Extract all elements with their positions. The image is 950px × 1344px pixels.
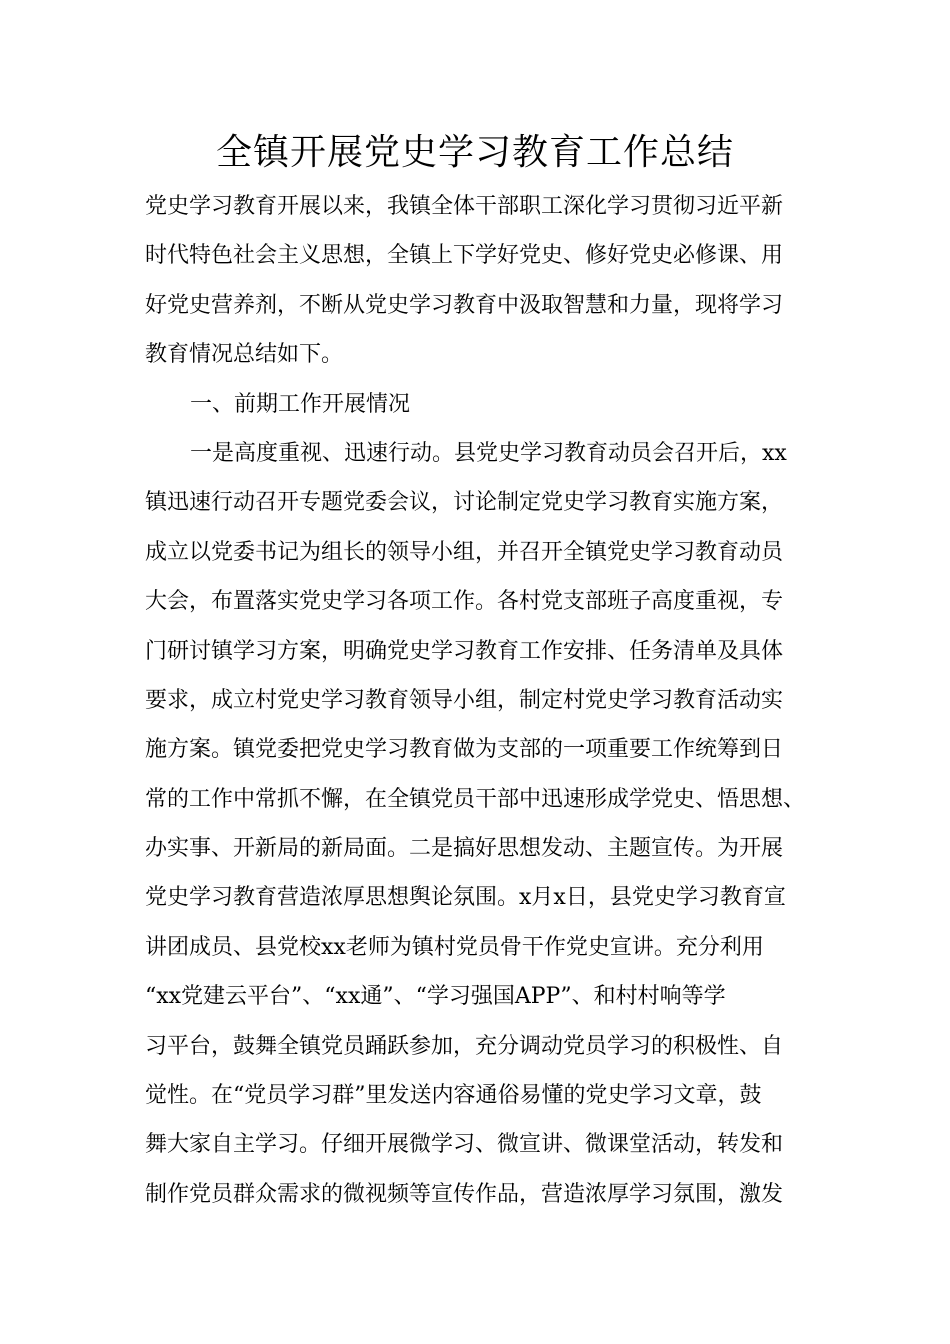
body-line: 施方案。镇党委把党史学习教育做为支部的一项重要工作统筹到日 — [145, 737, 784, 763]
body-line: 成立以党委书记为组长的领导小组，并召开全镇党史学习教育动员 — [145, 539, 784, 565]
body-line: 讲团成员、县党校xx老师为镇村党员骨干作党史宣讲。充分利用 — [145, 934, 764, 960]
body-line: 时代特色社会主义思想，全镇上下学好党史、修好党史必修课、用 — [145, 243, 784, 269]
body-line: 一是高度重视、迅速行动。县党史学习教育动员会召开后，xx — [190, 440, 787, 466]
body-line: 党史学习教育营造浓厚思想舆论氛围。x月x日，县党史学习教育宣 — [145, 885, 786, 911]
body-line: 觉性。在“党员学习群”里发送内容通俗易懂的党史学习文章，鼓 — [145, 1083, 762, 1109]
section-heading: 一、前期工作开展情况 — [190, 391, 411, 417]
body-line: 门研讨镇学习方案，明确党史学习教育工作安排、任务清单及具体 — [145, 638, 784, 664]
body-line: 习平台，鼓舞全镇党员踊跃参加，充分调动党员学习的积极性、自 — [145, 1033, 784, 1059]
body-line: 办实事、开新局的新局面。二是搞好思想发动、主题宣传。为开展 — [145, 836, 784, 862]
document-title: 全镇开展党史学习教育工作总结 — [215, 132, 734, 173]
body-line: 常的工作中常抓不懈，在全镇党员干部中迅速形成学党史、悟思想、 — [145, 786, 806, 812]
body-line: 镇迅速行动召开专题党委会议，讨论制定党史学习教育实施方案， — [145, 490, 784, 516]
body-line: 好党史营养剂，不断从党史学习教育中汲取智慧和力量，现将学习 — [145, 292, 784, 318]
body-line: 舞大家自主学习。仔细开展微学习、微宣讲、微课堂活动，转发和 — [145, 1132, 784, 1158]
body-line: 党史学习教育开展以来，我镇全体干部职工深化学习贯彻习近平新 — [145, 194, 784, 219]
body-line: 教育情况总结如下。 — [145, 342, 344, 368]
body-line: 要求，成立村党史学习教育领导小组，制定村党史学习教育活动实 — [145, 687, 784, 713]
body-line: “xx党建云平台”、“xx通”、“学习强国APP”、和村村响等学 — [145, 984, 726, 1010]
body-line: 制作党员群众需求的微视频等宣传作品，营造浓厚学习氛围，激发 — [145, 1181, 784, 1207]
body-line: 大会，布置落实党史学习各项工作。各村党支部班子高度重视，专 — [145, 589, 784, 615]
document-body — [145, 182, 835, 1219]
